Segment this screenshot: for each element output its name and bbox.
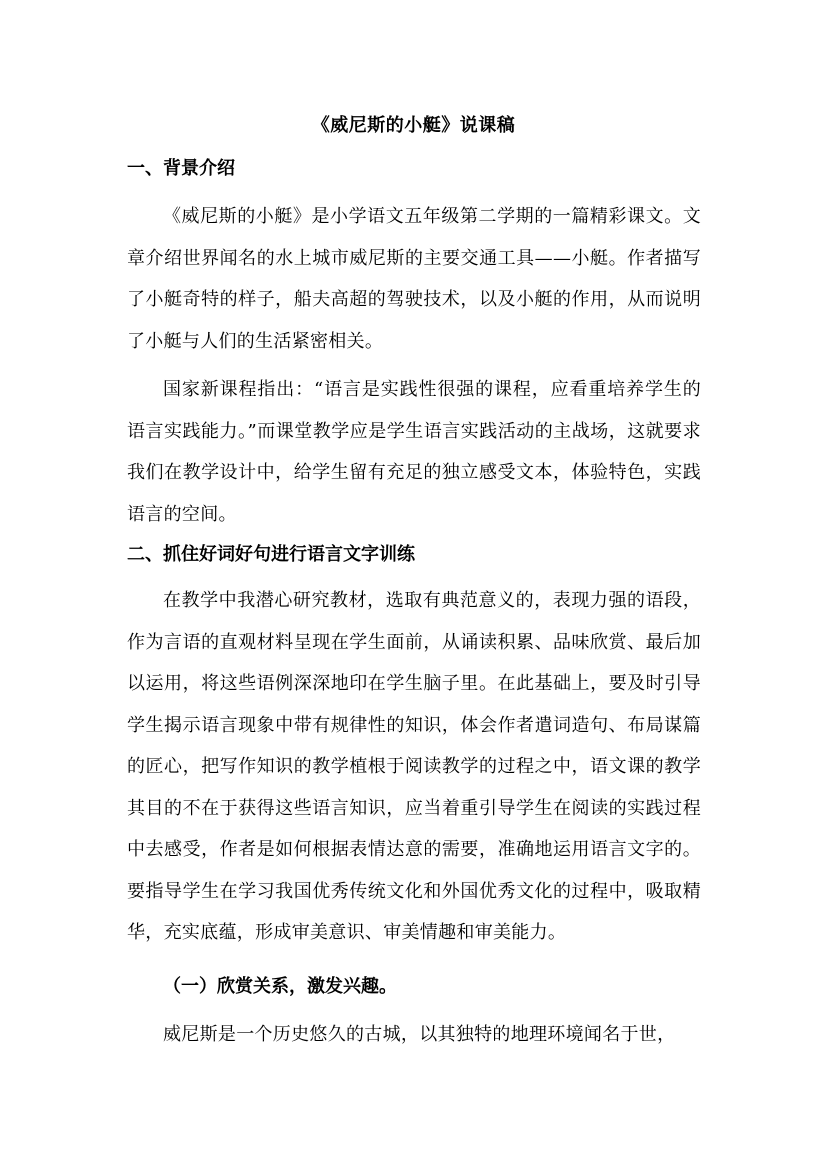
paragraph-background-2: 国家新课程指出：“语言是实践性很强的课程，应看重培养学生的语言实践能力。”而课堂教学应是学生语言实践活动的主战场，这就要求我们在教学设计中，给学生留有充足的独立感受文本，体验特色，实践语言的空间。 <box>127 379 701 525</box>
document-title: 《威尼斯的小艇》说课稿 <box>311 115 516 136</box>
section-heading-background: 一、背景介绍 <box>127 158 235 179</box>
subsection-heading-appreciation: （一）欣赏关系，激发兴趣。 <box>163 976 397 997</box>
section-heading-language-training: 二、抓住好词好句进行语言文字训练 <box>127 544 415 565</box>
paragraph-language-training-1: 在教学中我潜心研究教材，选取有典范意义的，表现力强的语段，作为言语的直观材料呈现在学生面前，从诵读积累、品味欣赏、最后加以运用，将这些语例深深地印在学生脑子里。在此基础上，要及时引导学生揭示语言现象中带有规律性的知识，体会作者遣词造句、布局谋篇的匠心，把写作知识的教学植根于阅读教学的过程之中，语文课的教学其目的不在于获得这些语言知识，应当着重引导学生在阅读的实践过程中去感受，作者是如何根据表情达意的需要，准确地运用语言文字的。要指导学生在学习我国优秀传统文化和外国优秀文化的过程中，吸取精华，充实底蕴，形成审美意识、审美情趣和审美能力。 <box>127 590 701 943</box>
paragraph-appreciation-1: 威尼斯是一个历史悠久的古城，以其独特的地理环境闻名于世， <box>163 1024 676 1045</box>
paragraph-background-1: 《威尼斯的小艇》是小学语文五年级第二学期的一篇精彩课文。文章介绍世界闻名的水上城市威尼斯的主要交通工具——小艇。作者描写了小艇奇特的样子，船夫高超的驾驶技术，以及小艇的作用，从而说明了小艇与人们的生活紧密相关。 <box>127 206 701 352</box>
